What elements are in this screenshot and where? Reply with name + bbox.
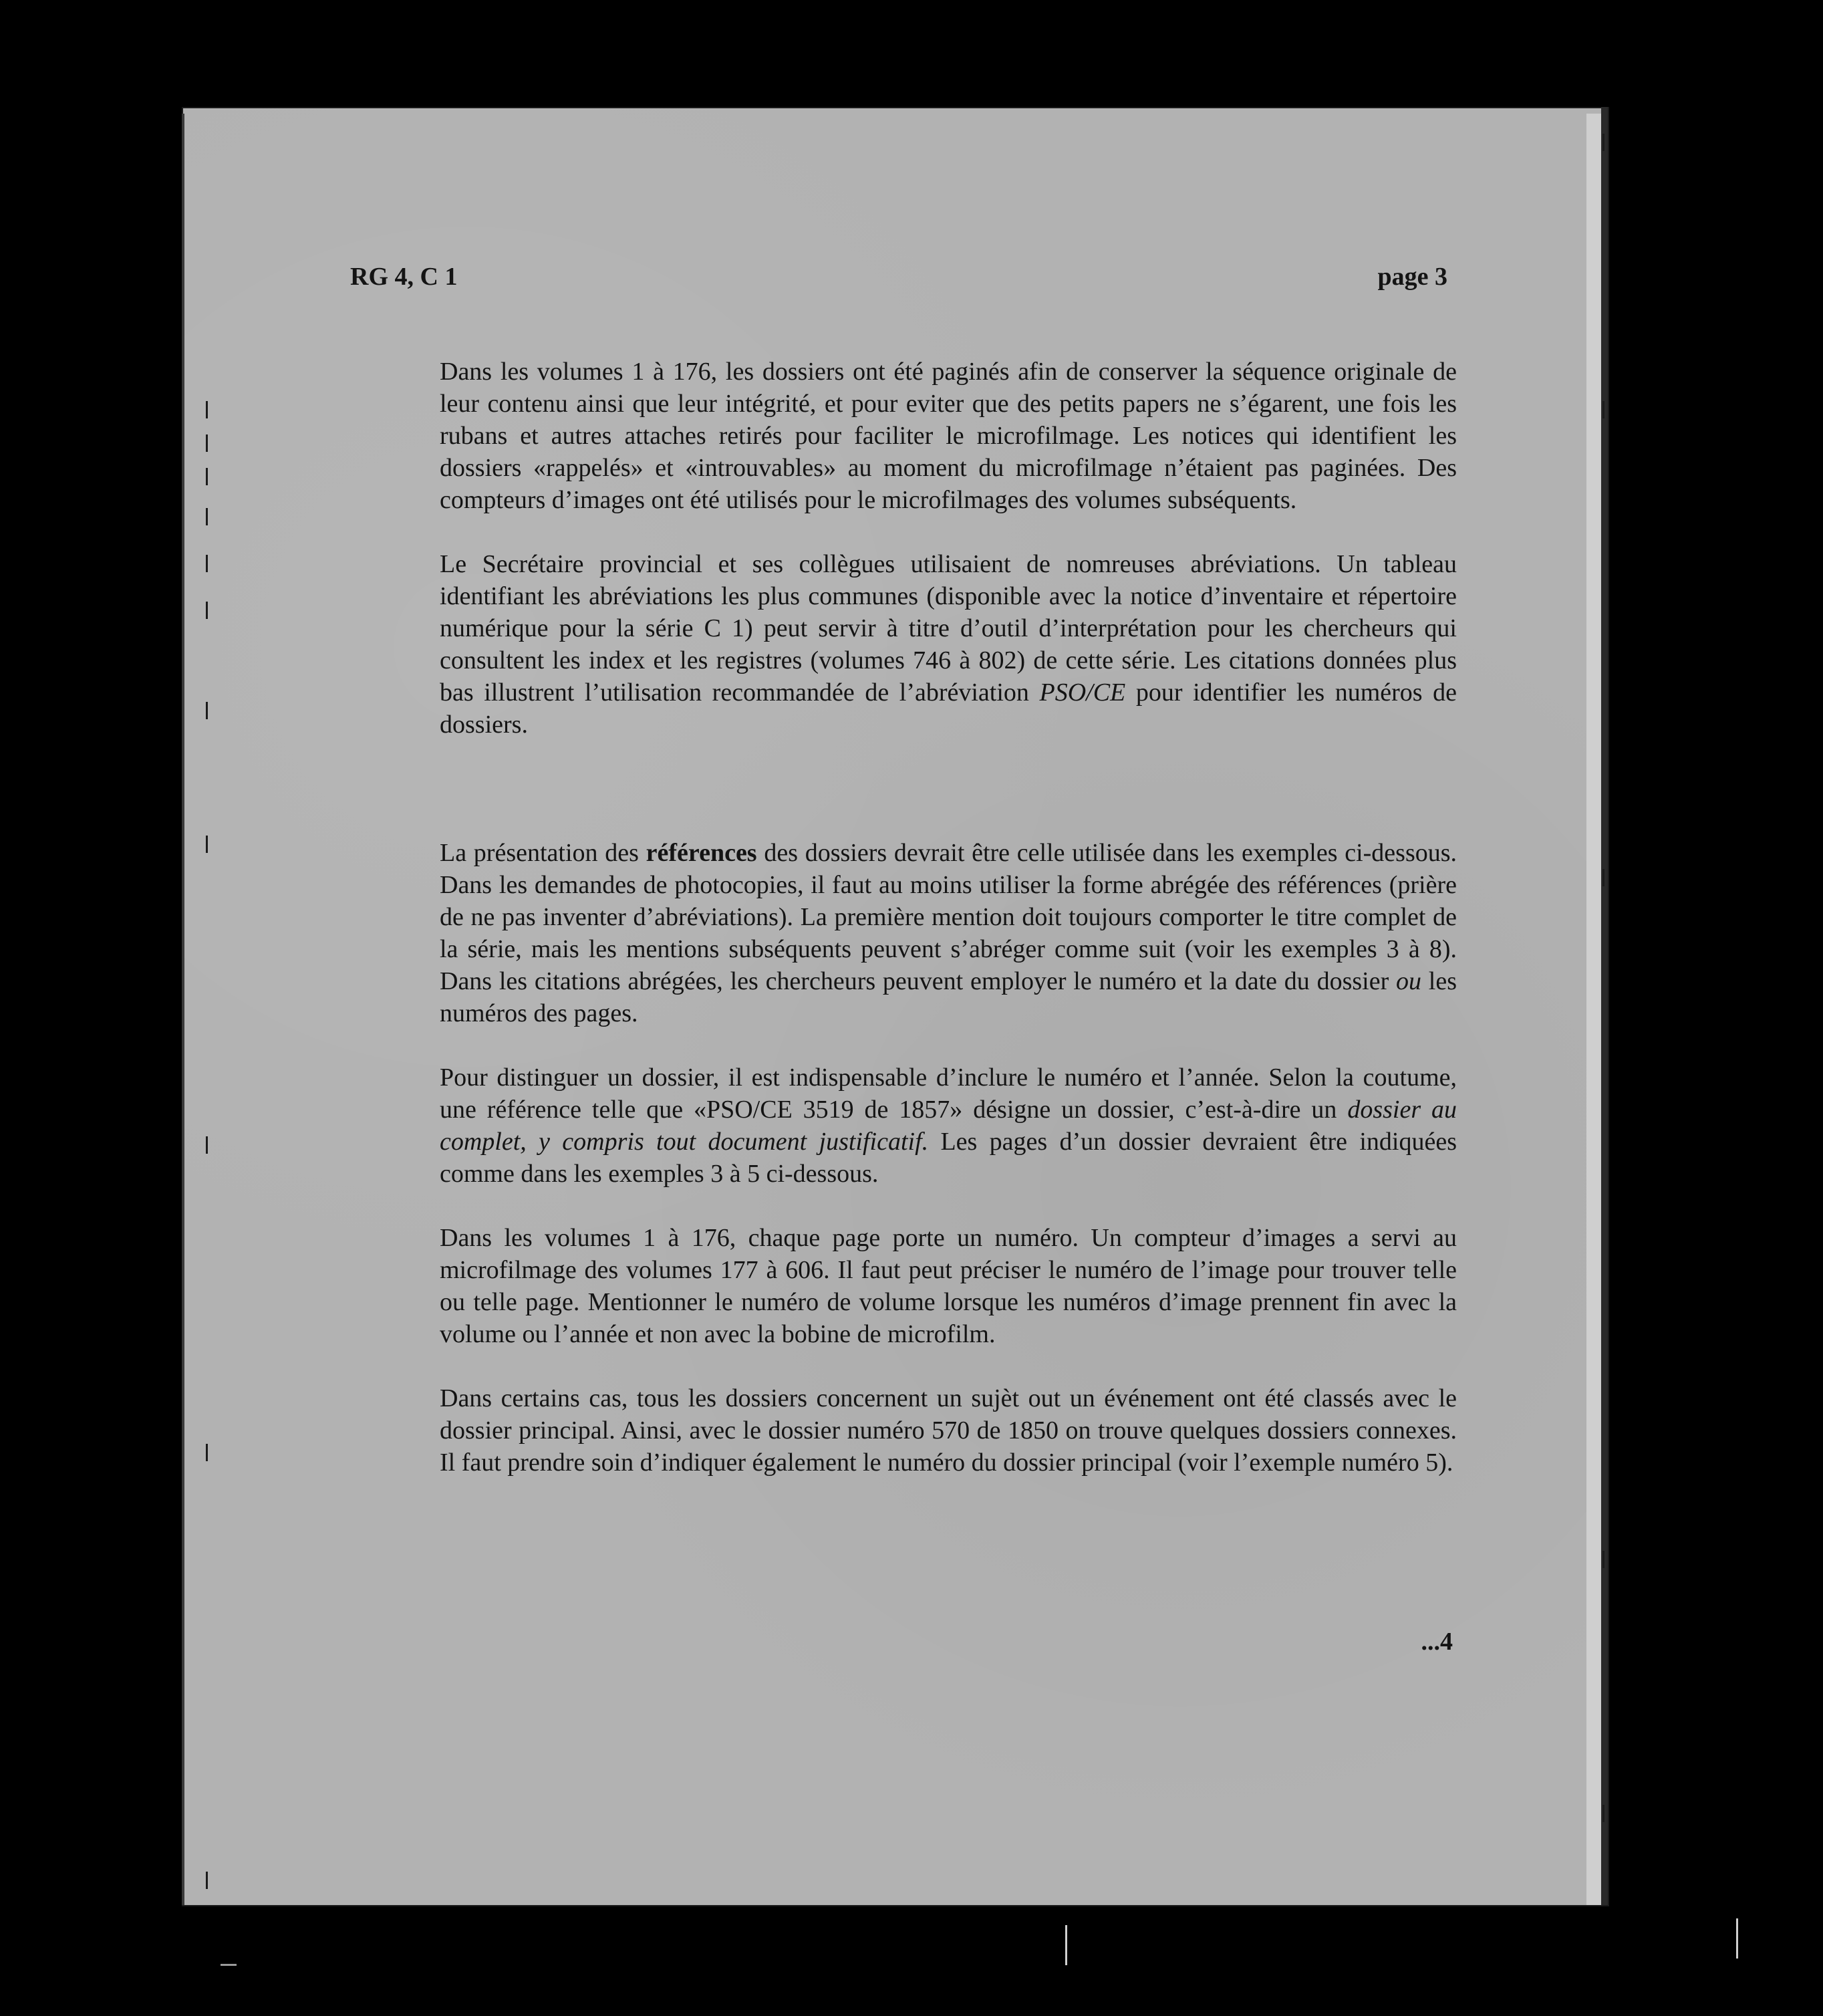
margin-mark <box>206 401 208 418</box>
page-number: page 3 <box>1377 263 1447 291</box>
paragraph-text: Dans les volumes 1 à 176, les dossiers ont été paginés afin de conserver la séquence originale de leur contenu ainsi que leur intégrité, et pour eviter que des petits papers ne s’égarent, une fois les rubans et autres attaches retirés pour faciliter le microfilmage. Les notices qui identifient les dossiers «rappelés» et «introuvables» au moment du microfilmage n’étaient pas paginées. Des compteurs d’images ont été utilisés pour le microfilmages des volumes subséquents. <box>440 358 1457 514</box>
paragraph-related-files <box>440 1382 1457 1479</box>
abbreviation-emphasis: PSO/CE <box>1039 678 1126 707</box>
paragraph-text: des dossiers devrait être celle utilisée dans les exemples ci-dessous. Dans les demandes de photocopies, il faut au moins utiliser la forme abrégée des références (prière de ne pas inventer d’abréviations). La première mention doit toujours comporter le titre complet de la série, mais les mentions subséquents peuvent s’abréger comme suit (voir les exemples 3 à 8). Dans les citations abrégées, les chercheurs peuvent employer le numéro et la date du dossier <box>440 839 1457 995</box>
paragraph-abbreviations <box>440 548 1457 741</box>
margin-mark <box>206 1136 208 1154</box>
edge-mark <box>1602 134 1604 151</box>
frame-mark <box>1065 1925 1067 1965</box>
paragraph-distinguish-file <box>440 1061 1457 1190</box>
ou-emphasis: ou <box>1396 967 1422 995</box>
page-right-strip <box>1586 114 1601 1905</box>
paragraph-text: Pour distinguer un dossier, il est indispensable d’inclure le numéro et l’année. Selon la coutume, une référence telle que «PSO/CE 3519 de 1857» désigne un dossier, c’est-à-dire un <box>440 1063 1457 1124</box>
paragraph-text: pour identifier les numéros de dossiers. <box>440 678 1457 739</box>
margin-mark <box>206 434 208 452</box>
edge-mark <box>1602 401 1604 418</box>
paragraph-pagination <box>440 356 1457 516</box>
margin-mark <box>206 1444 208 1461</box>
paragraph-text: La présentation des <box>440 839 639 867</box>
page-right-edge <box>1601 107 1608 1905</box>
paragraph-text: Dans certains cas, tous les dossiers concernent un sujèt out un événement ont été classés avec le dossier principal. Ainsi, avec le dossier numéro 570 de 1850 on trouve quelques dossiers connexes. Il faut prendre soin d’indiquer également le numéro du dossier principal (voir l’exemple numéro 5). <box>440 1384 1457 1477</box>
document-reference: RG 4, C 1 <box>350 263 458 291</box>
frame-mark <box>1736 1918 1738 1959</box>
page-left-edge <box>182 114 184 1905</box>
paragraph-references <box>440 837 1457 1029</box>
edge-mark <box>1602 869 1604 886</box>
margin-mark <box>206 555 208 572</box>
margin-mark <box>206 1872 208 1889</box>
edge-mark <box>1602 1805 1604 1822</box>
document-body <box>440 356 1457 1511</box>
paragraph-text: les numéros des pages. <box>440 967 1457 1027</box>
margin-mark <box>206 508 208 525</box>
paragraph-text: Les pages d’un dossier devraient être indiquées comme dans les exemples 3 à 5 ci-dessous. <box>440 1128 1457 1188</box>
margin-mark <box>206 836 208 853</box>
continuation-marker: ...4 <box>1421 1628 1453 1656</box>
margin-mark <box>206 468 208 485</box>
complete-file-emphasis: dossier au complet, y compris tout document justificatif. <box>440 1096 1457 1156</box>
margin-mark <box>206 702 208 719</box>
frame-dash <box>221 1964 237 1966</box>
paragraph-text: Dans les volumes 1 à 176, chaque page porte un numéro. Un compteur d’images a servi au microfilmage des volumes 177 à 606. Il faut peut préciser le numéro de l’image pour trouver telle ou telle page. Mentionner le numéro de volume lorsque les numéros d’image prennent fin avec la volume ou l’année et non avec la bobine de microfilm. <box>440 1224 1457 1348</box>
paragraph-page-numbers <box>440 1222 1457 1350</box>
edge-mark <box>1602 1551 1604 1568</box>
paragraph-text: Le Secrétaire provincial et ses collègues utilisaient de nomreuses abréviations. Un tableau identifiant les abréviations les plus communes (disponible avec la notice d’inventaire et répertoire numérique pour la série C 1) peut servir à titre d’outil d’interprétation pour les chercheurs qui consultent les index et les registres (volumes 746 à 802) de cette série. Les citations données plus bas illustrent l’utilisation recommandée de l’abréviation <box>440 550 1457 707</box>
references-emphasis: références <box>646 839 757 867</box>
margin-mark <box>206 602 208 619</box>
